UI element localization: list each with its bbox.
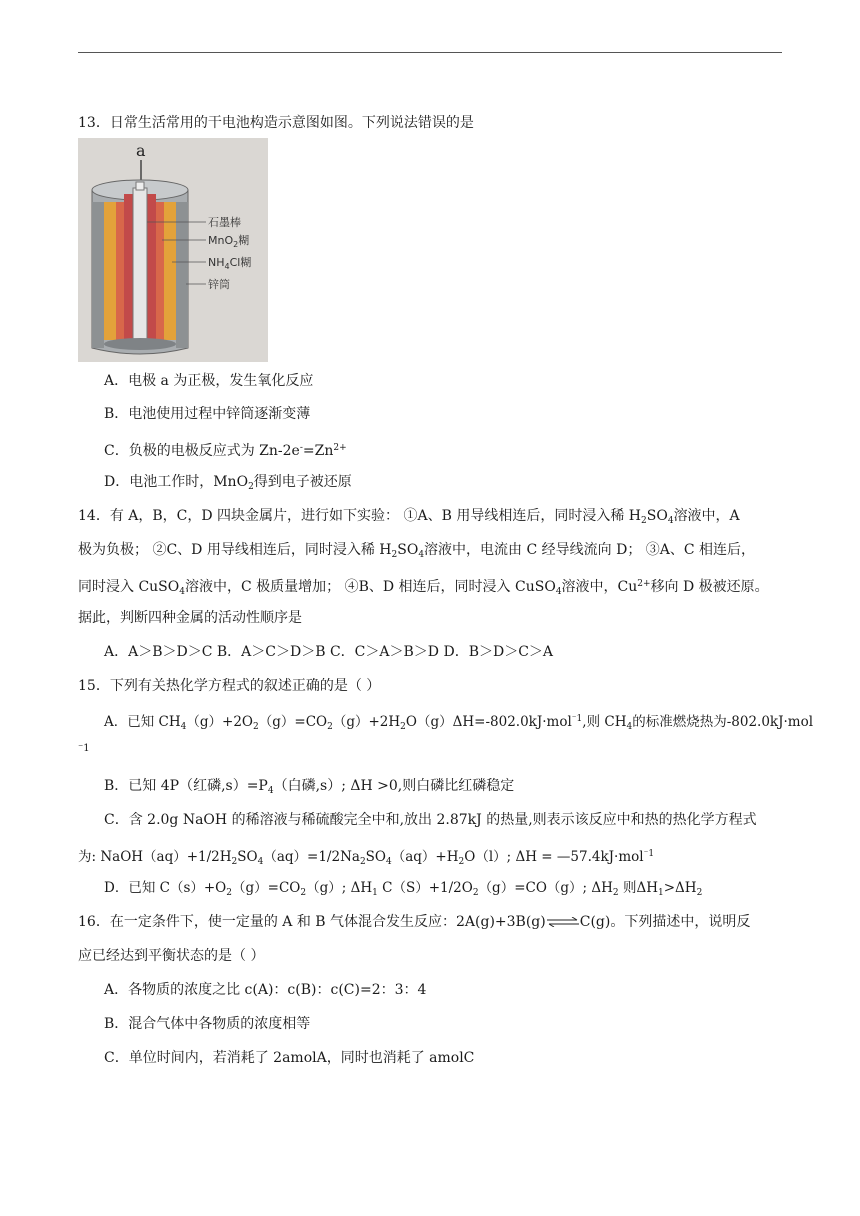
q15-stem: 15．下列有关热化学方程式的叙述正确的是（ ）	[78, 678, 381, 694]
can-wall-left	[92, 202, 104, 348]
q14-options: A．A＞B＞D＞C B．A＞C＞D＞B C．C＞A＞B＞D D．B＞D＞C＞A	[104, 644, 554, 660]
q13-option-d: D．电池工作时，MnO$_2$得到电子被还原	[104, 474, 352, 492]
q14-line-3: 同时浸入 CuSO$_4$溶液中，C 极质量增加； ④B、D 相连后，同时浸入 CuSO$_4$溶液中，$Cu^{2+}$移向 D 极被还原。	[78, 579, 769, 597]
q13-option-b: B．电池使用过程中锌筒逐渐变薄	[104, 406, 311, 422]
q15-option-d: D．已知 $C(s)+O_2(g)=CO_2(g)$; $\Delta H_1$ $C(S)+1/2O_2(g)=CO(g)$; $\Delta H_2$ 则$\Delta H_1>\Delta H_2$	[104, 880, 703, 898]
q13-option-a: A．电极 a 为正极，发生氧化反应	[104, 373, 314, 389]
q16-option-b: B．混合气体中各物质的浓度相等	[104, 1016, 311, 1032]
q14-line-2: 极为负极； ②C、D 用导线相连后，同时浸入稀 $H_2SO_4$溶液中，电流由 C 经导线流向 D； ③A、C 相连后，	[78, 542, 756, 560]
q14-line-4: 据此，判断四种金属的活动性顺序是	[78, 610, 302, 626]
q15-option-a: A．已知 $CH_4(g)+2O_2(g)=CO_2(g)+2H_2O(g)\Delta H=-802.0kJ\cdot mol^{^-1}$,则 $CH_4$的标准燃烧热为-802.0kJ·mol	[104, 714, 814, 732]
q15-option-b: B．已知 4P（红磷$,s)=P_4$（白磷,s）; ΔH >0,则白磷比红磷稳定	[104, 778, 515, 796]
q16-line-1: 16．在一定条件下，使一定量的 A 和 B 气体混合发生反应：2A(g)+3B(g) C(g)。下列描述中，说明反	[78, 914, 751, 930]
label-a: a	[136, 141, 146, 160]
dry-cell-figure	[78, 138, 268, 362]
label-zinc: 锌筒	[208, 278, 230, 291]
q16-line-2: 应已经达到平衡状态的是（ ）	[78, 948, 265, 964]
can-bottom	[104, 338, 176, 350]
q13-stem: 13．日常生活常用的干电池构造示意图如图。下列说法错误的是	[78, 115, 474, 131]
q13-option-c: C．负极的电极反应式为 $Zn-2e^-=Zn^{2+}$	[104, 443, 347, 459]
equilibrium-arrow-icon	[546, 917, 580, 927]
q16-option-a: A．各物质的浓度之比 c(A)：c(B)：c(C)=2：3：4	[104, 982, 427, 998]
label-mno2: MnO$_2$糊	[208, 234, 250, 249]
label-graphite: 石墨棒	[208, 216, 241, 229]
can-wall-right	[176, 202, 188, 348]
q16-option-c: C．单位时间内，若消耗了 2amolA，同时也消耗了 amolC	[104, 1050, 475, 1066]
q15-option-c-line1: C．含 2.0g NaOH 的稀溶液与稀硫酸完全中和,放出 2.87kJ 的热量,则表示该反应中和热的热化学方程式	[104, 812, 757, 828]
label-nh4cl: $NH_4Cl$糊	[208, 256, 252, 271]
header-rule	[78, 52, 782, 53]
graphite-rod	[133, 188, 147, 344]
q14-line-1: 14．有 A，B，C，D 四块金属片，进行如下实验： ①A、B 用导线相连后，同时浸入稀 $H_2SO_4$溶液中，A	[78, 508, 740, 526]
rod-cap	[136, 182, 144, 190]
q15-option-c-line2: 为: $NaOH(aq)+1/2H_2SO_4(aq)=1/2Na_2SO_4(aq)+H_2O(l)$; ΔH = —57.4kJ·mol$^{^-1}$	[78, 849, 655, 867]
q15-option-a-wrap: ⁻1	[78, 743, 90, 754]
